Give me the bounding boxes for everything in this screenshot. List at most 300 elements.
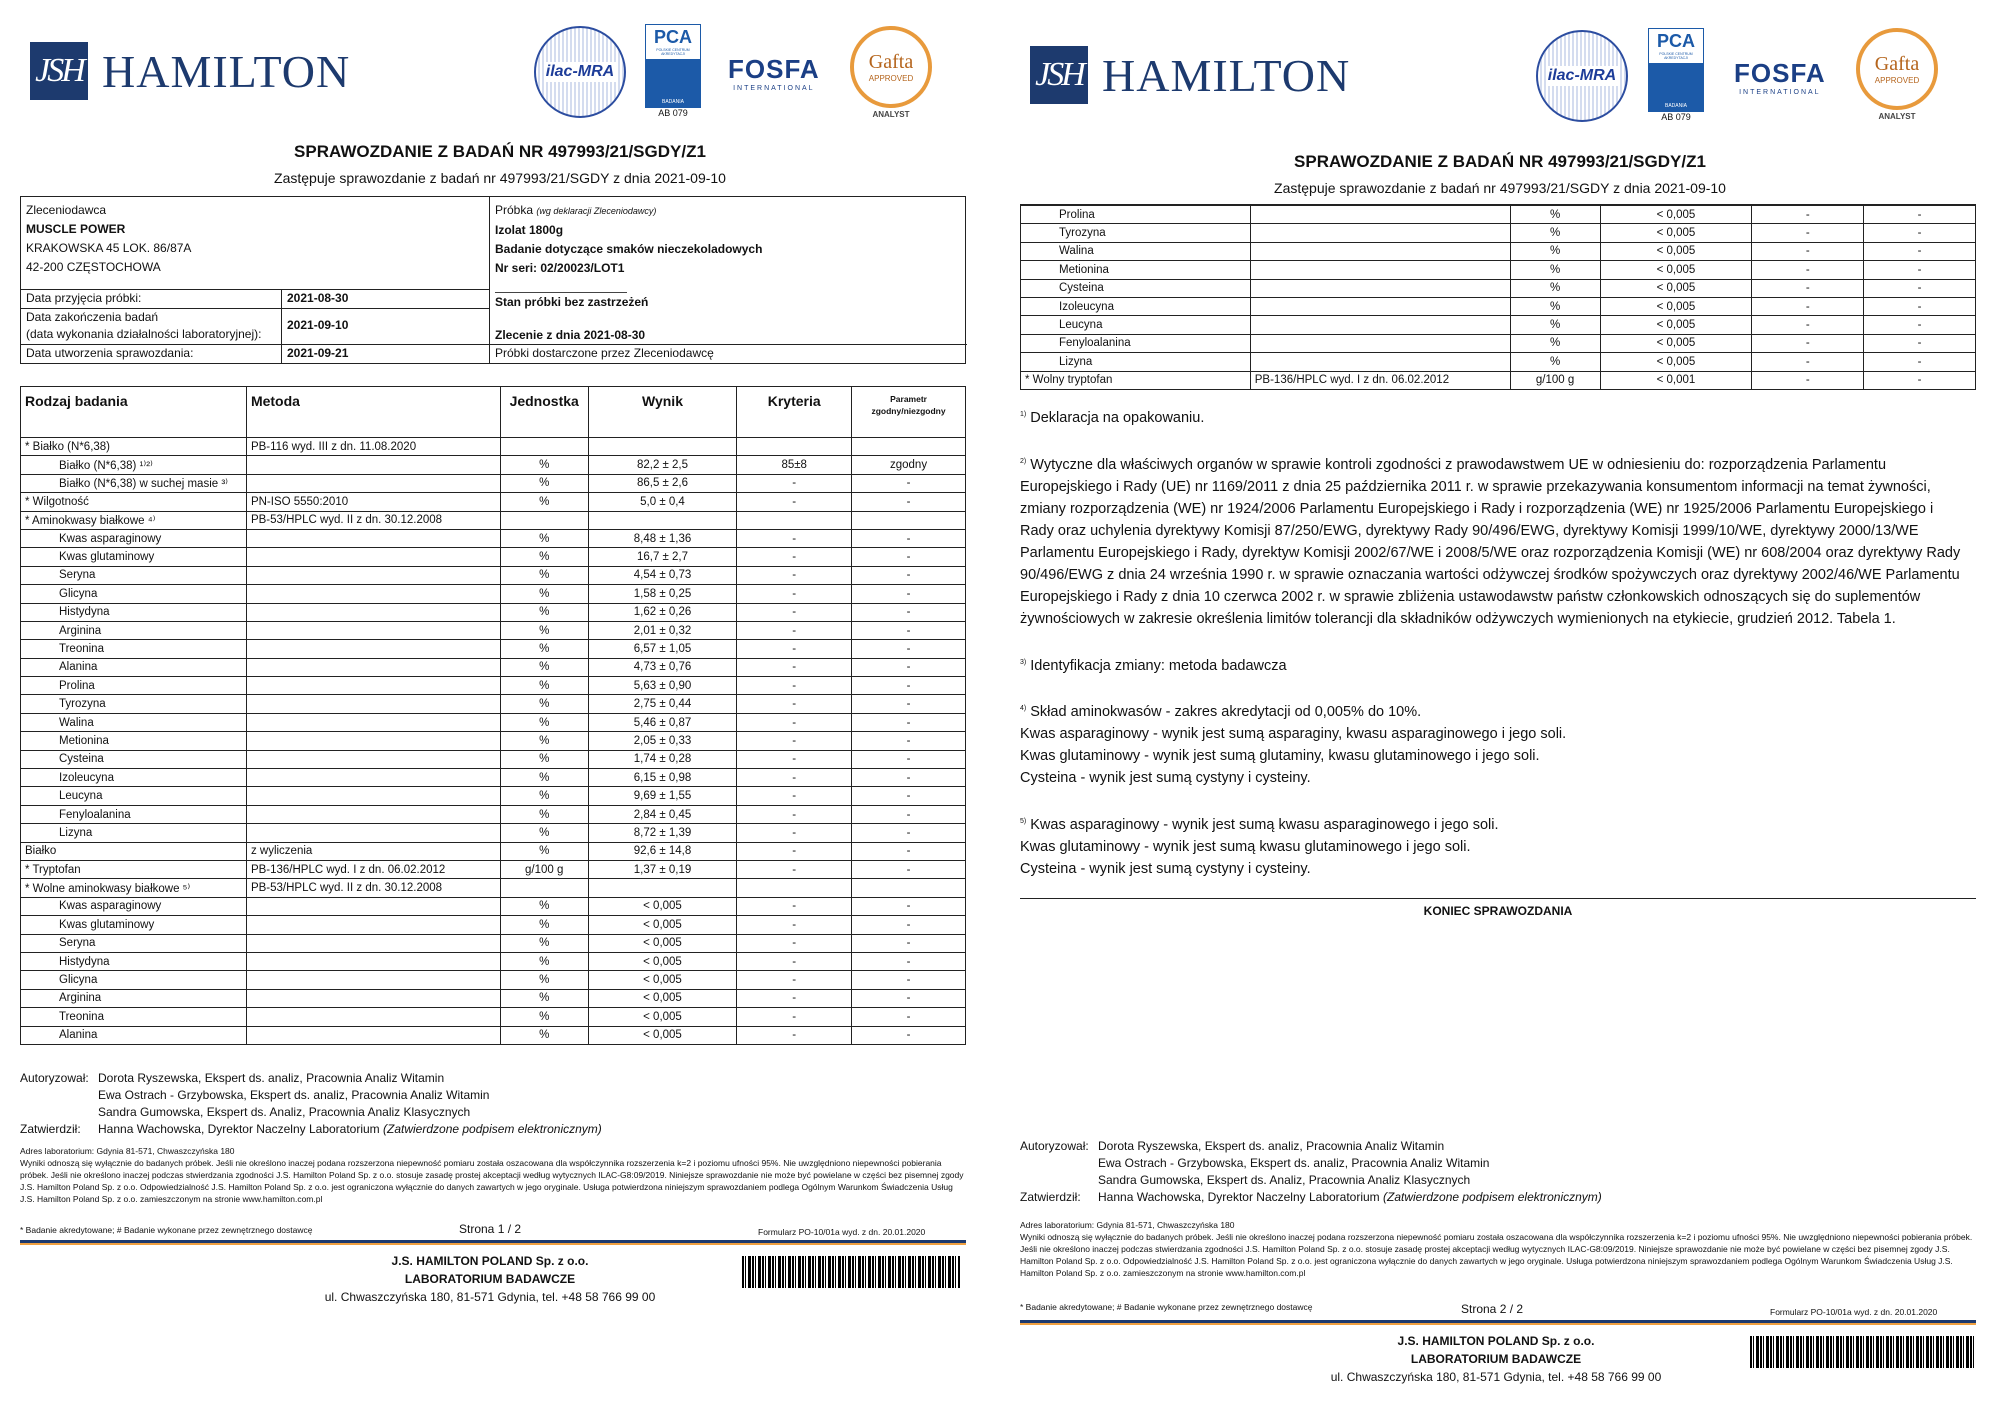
end-of-report: KONIEC SPRAWOZDANIA (1423, 904, 1573, 918)
method-cell (246, 640, 500, 658)
parameter-cell: - (1864, 261, 1976, 279)
parameter-cell: - (1864, 297, 1976, 315)
table-row (1021, 205, 1976, 224)
result-cell: < 0,005 (588, 952, 737, 970)
disclaimer (20, 1145, 966, 1205)
ilac-logo: ilac-MRA (534, 26, 626, 118)
authorizer-2: Ewa Ostrach - Grzybowska, Ekspert ds. analiz, Pracownia Analiz Witamin (98, 1088, 490, 1102)
test-name-cell: Treonina (21, 1008, 247, 1026)
test-name-cell: Metionina (1021, 261, 1251, 279)
table-row (21, 511, 966, 529)
table-row (21, 769, 966, 787)
criteria-cell: - (737, 860, 852, 878)
footnote-4: Skład aminokwasów - zakres akredytacji od 0,005% do 10%. (1030, 704, 1422, 721)
criteria-cell: - (737, 529, 852, 547)
criteria-cell: - (1752, 334, 1864, 352)
authorized-label: Autoryzował: (20, 1071, 89, 1085)
test-name-cell: Arginina (21, 621, 247, 639)
form-number: Formularz PO-10/01a wyd. z dn. 20.01.2020 (758, 1227, 926, 1237)
parameter-cell: zgodny (852, 456, 966, 474)
parameter-cell: - (852, 750, 966, 768)
test-name-cell: Cysteina (1021, 279, 1251, 297)
result-cell: 9,69 ± 1,55 (588, 787, 737, 805)
result-cell: < 0,005 (1600, 261, 1752, 279)
method-cell: PB-116 wyd. III z dn. 11.08.2020 (246, 438, 500, 456)
accreditation-number: AB 079 (658, 108, 688, 118)
client-address-2: 42-200 CZĘSTOCHOWA (26, 260, 161, 274)
col-header-criteria: Kryteria (737, 387, 852, 438)
criteria-cell: - (1752, 297, 1864, 315)
received-label: Data przyjęcia próbki: (26, 291, 142, 305)
sample-serial: Nr seri: 02/20023/LOT1 (495, 261, 625, 275)
table-row (21, 640, 966, 658)
parameter-cell: - (1864, 224, 1976, 242)
parameter-cell: - (852, 566, 966, 584)
report-title: SPRAWOZDANIE Z BADAŃ NR 497993/21/SGDY/Z1 (294, 142, 706, 161)
method-cell (246, 474, 500, 492)
form-number: Formularz PO-10/01a wyd. z dn. 20.01.2020 (1770, 1307, 1938, 1317)
parameter-cell: - (852, 805, 966, 823)
unit-cell: % (500, 621, 588, 639)
table-row (21, 677, 966, 695)
result-cell: < 0,005 (588, 989, 737, 1007)
parameter-cell: - (1864, 353, 1976, 371)
test-name-cell: Treonina (21, 640, 247, 658)
unit-cell: % (500, 824, 588, 842)
test-name-cell: Seryna (21, 566, 247, 584)
method-cell (246, 824, 500, 842)
table-row (21, 989, 966, 1007)
result-cell: 5,0 ± 0,4 (588, 493, 737, 511)
col-header-parameter: Parametr zgodny/niezgodny (852, 387, 966, 438)
test-name-cell: Prolina (1021, 205, 1251, 224)
table-row (1021, 279, 1976, 297)
gafta-logo: Gafta APPROVED ANALYST (850, 26, 932, 119)
method-cell (1250, 261, 1510, 279)
footer-company: J.S. HAMILTON POLAND Sp. z o.o. LABORATORIUM BADAWCZE ul. Chwaszczyńska 180, 81-571 Gdynia, tel. +48 58 766 99 00 (1330, 1334, 1662, 1384)
unit-cell: % (500, 603, 588, 621)
hamilton-logo (30, 42, 350, 100)
method-cell (246, 713, 500, 731)
method-cell (246, 732, 500, 750)
method-cell (246, 769, 500, 787)
method-cell: z wyliczenia (246, 842, 500, 860)
result-cell: 92,6 ± 14,8 (588, 842, 737, 860)
table-row (21, 750, 966, 768)
parameter-cell: - (852, 640, 966, 658)
unit-cell: % (1510, 279, 1600, 297)
parameter-cell: - (852, 732, 966, 750)
unit-cell: % (500, 677, 588, 695)
result-cell: 8,48 ± 1,36 (588, 529, 737, 547)
criteria-cell: - (737, 824, 852, 842)
table-row (21, 566, 966, 584)
table-row (21, 934, 966, 952)
criteria-cell: - (737, 603, 852, 621)
criteria-cell: - (737, 640, 852, 658)
test-name-cell: * Białko (N*6,38) (21, 438, 247, 456)
method-cell (246, 934, 500, 952)
test-name-cell: Fenyloalanina (21, 805, 247, 823)
criteria-cell: - (1752, 261, 1864, 279)
footnote-4-line-2: Kwas asparaginowy - wynik jest sumą asparaginy, kwasu asparaginowego i jego soli. (1020, 726, 1567, 743)
criteria-cell: - (737, 934, 852, 952)
test-name-cell: * Aminokwasy białkowe ⁴⁾ (21, 511, 247, 529)
result-cell: < 0,005 (588, 916, 737, 934)
unit-cell: % (500, 658, 588, 676)
table-row (21, 529, 966, 547)
criteria-cell: - (1752, 279, 1864, 297)
table-row (21, 824, 966, 842)
table-row (21, 897, 966, 915)
test-name-cell: Walina (1021, 242, 1251, 260)
method-cell (246, 1008, 500, 1026)
finished-label: Data zakończenia badań (26, 310, 159, 324)
criteria-cell: - (737, 695, 852, 713)
table-row (1021, 261, 1976, 279)
table-row (21, 456, 966, 474)
criteria-cell: - (737, 1026, 852, 1044)
page-number: Strona 1 / 2 (459, 1222, 522, 1236)
signatures (20, 1070, 602, 1138)
result-cell: 16,7 ± 2,7 (588, 548, 737, 566)
parameter-cell: - (852, 971, 966, 989)
criteria-cell: - (737, 658, 852, 676)
footnote-3: Identyfikacja zmiany: metoda badawcza (1030, 657, 1287, 674)
footer-bar (20, 1240, 966, 1245)
parameter-cell: - (852, 621, 966, 639)
result-cell: 1,74 ± 0,28 (588, 750, 737, 768)
table-row (21, 658, 966, 676)
hamilton-mark: JSH (1030, 46, 1088, 104)
test-name-cell: * Tryptofan (21, 860, 247, 878)
result-cell: 1,58 ± 0,25 (588, 585, 737, 603)
result-cell (588, 511, 737, 529)
signatures (1020, 1138, 1602, 1206)
criteria-cell: - (737, 713, 852, 731)
sample-name: Izolat 1800g (495, 223, 564, 237)
criteria-cell: 85±8 (737, 456, 852, 474)
parameter-cell: - (852, 585, 966, 603)
authorizer-1: Dorota Ryszewska, Ekspert ds. analiz, Pracownia Analiz Witamin (1098, 1139, 1445, 1153)
unit-cell: % (500, 456, 588, 474)
method-cell (246, 658, 500, 676)
parameter-cell (852, 511, 966, 529)
criteria-cell: - (737, 916, 852, 934)
method-cell (246, 750, 500, 768)
method-cell: PB-136/HPLC wyd. I z dn. 06.02.2012 (246, 860, 500, 878)
test-name-cell: Alanina (21, 658, 247, 676)
sample-label: Próbka (495, 203, 534, 217)
method-cell (246, 787, 500, 805)
test-name-cell: Cysteina (21, 750, 247, 768)
sample-state: Stan próbki bez zastrzeżeń (495, 295, 649, 309)
parameter-cell: - (1864, 205, 1976, 224)
table-row (1021, 224, 1976, 242)
parameter-cell: - (1864, 316, 1976, 334)
method-cell (1250, 316, 1510, 334)
report-replaces: Zastępuje sprawozdanie z badań nr 497993/21/SGDY z dnia 2021-09-10 (274, 170, 726, 186)
method-cell (246, 971, 500, 989)
result-cell: 1,37 ± 0,19 (588, 860, 737, 878)
parameter-cell (852, 879, 966, 897)
method-cell (246, 695, 500, 713)
method-cell (246, 585, 500, 603)
parameter-cell: - (852, 989, 966, 1007)
test-name-cell: Białko (21, 842, 247, 860)
unit-cell: % (1510, 316, 1600, 334)
criteria-cell: - (737, 805, 852, 823)
created-date: 2021-09-21 (287, 346, 349, 360)
method-cell: PB-136/HPLC wyd. I z dn. 06.02.2012 (1250, 371, 1510, 389)
page-number: Strona 2 / 2 (1461, 1302, 1524, 1316)
approver-note: (Zatwierdzone podpisem elektronicznym) (1383, 1190, 1602, 1204)
unit-cell: % (500, 585, 588, 603)
approved-label: Zatwierdził: (20, 1122, 81, 1136)
order-date: Zlecenie z dnia 2021-08-30 (495, 328, 646, 342)
results-table-continued (1020, 204, 1976, 390)
result-cell: < 0,005 (588, 1026, 737, 1044)
created-label: Data utworzenia sprawozdania: (26, 346, 194, 360)
accreditation-legend: * Badanie akredytowane; # Badanie wykonane przez zewnętrznego dostawcę (1020, 1302, 1313, 1312)
criteria-cell: - (737, 493, 852, 511)
received-date: 2021-08-30 (287, 291, 349, 305)
test-name-cell: Białko (N*6,38) ¹⁾²⁾ (21, 456, 247, 474)
lab-address: Adres laboratorium: Gdynia 81-571, Chwaszczyńska 180 (20, 1146, 235, 1156)
unit-cell: % (500, 713, 588, 731)
unit-cell (500, 438, 588, 456)
criteria-cell: - (1752, 371, 1864, 389)
hamilton-name: HAMILTON (102, 45, 351, 97)
client-label: Zleceniodawca (26, 203, 107, 217)
unit-cell: % (1510, 334, 1600, 352)
accreditation-legend: * Badanie akredytowane; # Badanie wykonane przez zewnętrznego dostawcę (20, 1225, 313, 1235)
accreditation-number: AB 079 (1661, 112, 1691, 122)
sample-delivered: Próbki dostarczone przez Zleceniodawcę (495, 346, 714, 360)
footnote-1: Deklaracja na opakowaniu. (1030, 409, 1205, 426)
unit-cell: % (500, 493, 588, 511)
unit-cell: % (1510, 297, 1600, 315)
table-row (1021, 353, 1976, 371)
test-name-cell: Leucyna (21, 787, 247, 805)
unit-cell: % (1510, 242, 1600, 260)
method-cell (246, 603, 500, 621)
criteria-cell: - (737, 971, 852, 989)
criteria-cell: - (737, 989, 852, 1007)
test-name-cell: Histydyna (21, 952, 247, 970)
parameter-cell: - (852, 787, 966, 805)
table-row (21, 971, 966, 989)
approved-label: Zatwierdził: (1020, 1190, 1081, 1204)
unit-cell: % (1510, 205, 1600, 224)
unit-cell: % (1510, 353, 1600, 371)
parameter-cell: - (852, 695, 966, 713)
authorizer-3: Sandra Gumowska, Ekspert ds. Analiz, Pracownia Analiz Klasycznych (98, 1105, 471, 1119)
unit-cell: g/100 g (500, 860, 588, 878)
method-cell (246, 548, 500, 566)
criteria-cell: - (1752, 316, 1864, 334)
criteria-cell: - (737, 952, 852, 970)
criteria-cell: - (737, 677, 852, 695)
table-row (21, 860, 966, 878)
result-cell: 5,46 ± 0,87 (588, 713, 737, 731)
method-cell (246, 989, 500, 1007)
report-replaces: Zastępuje sprawozdanie z badań nr 497993/21/SGDY z dnia 2021-09-10 (1274, 180, 1726, 196)
unit-cell: g/100 g (1510, 371, 1600, 389)
table-row (1021, 316, 1976, 334)
result-cell: < 0,005 (1600, 334, 1752, 352)
parameter-cell: - (852, 1026, 966, 1044)
unit-cell: % (500, 640, 588, 658)
method-cell (246, 529, 500, 547)
result-cell: < 0,005 (1600, 242, 1752, 260)
fosfa-logo: FOSFA INTERNATIONAL (728, 54, 820, 92)
result-cell: 4,73 ± 0,76 (588, 658, 737, 676)
table-row (21, 713, 966, 731)
hamilton-mark: JSH (30, 42, 88, 100)
method-cell (246, 916, 500, 934)
test-name-cell: Białko (N*6,38) w suchej masie ³⁾ (21, 474, 247, 492)
parameter-cell: - (852, 1008, 966, 1026)
hamilton-name: HAMILTON (1102, 49, 1351, 101)
unit-cell: % (500, 566, 588, 584)
method-cell (1250, 353, 1510, 371)
table-row (1021, 371, 1976, 389)
parameter-cell: - (852, 529, 966, 547)
table-row (21, 842, 966, 860)
parameter-cell: - (852, 952, 966, 970)
pca-logo: PCA POLSKIE CENTRUM AKREDYTACJI BADANIA AB 079 (1648, 28, 1704, 122)
method-cell (246, 677, 500, 695)
result-cell: 8,72 ± 1,39 (588, 824, 737, 842)
disclaimer-text: Wyniki odnoszą się wyłącznie do badanych próbek. Jeśli nie określono inaczej podana rozszerzona niepewność pomiaru została oszacowana dla współczynnika rozszerzenia k=2 i poziomu ufności 95%. Nie uwzględniono niepewności pobierania próbek. Jeśli nie określono inaczej podczas stwierdzania zgodności J.S. Hamilton Poland Sp. z o.o. stosuje zasadę prostej akceptacji według wytycznych ILAC-G8:09/2019. Niniejsze sprawozdanie nie może być powielane w części bez pisemnej zgody J.S. Hamilton Poland Sp. z o.o. Odpowiedzialność J.S. Hamilton Poland Sp. z o.o. jest ograniczona wyłącznie do danych zawartych w jego oryginale. Usługa potwierdzona niniejszym sprawozdaniem podlega Ogólnym Warunkom Świadczenia Usług J.S. Hamilton Poland Sp. z o.o. zamieszczonym na stronie www.hamilton.com.pl (1020, 1232, 1973, 1278)
authorized-label: Autoryzował: (1020, 1139, 1089, 1153)
result-cell: 2,01 ± 0,32 (588, 621, 737, 639)
result-cell: < 0,005 (1600, 297, 1752, 315)
criteria-cell: - (737, 750, 852, 768)
unit-cell (500, 879, 588, 897)
report-page-2 (1000, 0, 2000, 1425)
criteria-cell: - (737, 585, 852, 603)
test-name-cell: Arginina (21, 989, 247, 1007)
client-address-1: KRAKOWSKA 45 LOK. 86/87A (26, 241, 192, 255)
parameter-cell: - (852, 934, 966, 952)
test-name-cell: Leucyna (1021, 316, 1251, 334)
test-name-cell: Tyrozyna (1021, 224, 1251, 242)
col-header-unit: Jednostka (500, 387, 588, 438)
unit-cell: % (500, 529, 588, 547)
test-name-cell: Glicyna (21, 971, 247, 989)
criteria-cell: - (1752, 205, 1864, 224)
col-header-test: Rodzaj badania (21, 387, 247, 438)
criteria-cell: - (737, 787, 852, 805)
result-cell: 1,62 ± 0,26 (588, 603, 737, 621)
method-cell: PB-53/HPLC wyd. II z dn. 30.12.2008 (246, 879, 500, 897)
test-name-cell: Lizyna (21, 824, 247, 842)
method-cell (246, 1026, 500, 1044)
criteria-cell: - (737, 732, 852, 750)
result-cell: < 0,005 (1600, 224, 1752, 242)
table-row (21, 695, 966, 713)
result-cell: 2,84 ± 0,45 (588, 805, 737, 823)
test-name-cell: * Wilgotność (21, 493, 247, 511)
table-row (21, 1008, 966, 1026)
method-cell: PB-53/HPLC wyd. II z dn. 30.12.2008 (246, 511, 500, 529)
criteria-cell: - (737, 1008, 852, 1026)
test-name-cell: Histydyna (21, 603, 247, 621)
result-cell (588, 438, 737, 456)
finished-label-note: (data wykonania działalności laboratoryjnej): (26, 327, 262, 341)
parameter-cell: - (1864, 279, 1976, 297)
unit-cell: % (500, 695, 588, 713)
footer-company: J.S. HAMILTON POLAND Sp. z o.o. LABORATORIUM BADAWCZE ul. Chwaszczyńska 180, 81-571 Gdynia, tel. +48 58 766 99 00 (324, 1254, 656, 1304)
result-cell: 86,5 ± 2,6 (588, 474, 737, 492)
criteria-cell: - (737, 566, 852, 584)
unit-cell: % (1510, 224, 1600, 242)
result-cell: < 0,005 (1600, 353, 1752, 371)
test-name-cell: Glicyna (21, 585, 247, 603)
method-cell (1250, 205, 1510, 224)
barcode (1750, 1336, 1974, 1368)
result-cell: < 0,001 (1600, 371, 1752, 389)
criteria-cell: - (737, 474, 852, 492)
authorizer-3: Sandra Gumowska, Ekspert ds. Analiz, Pracownia Analiz Klasycznych (1098, 1173, 1471, 1187)
table-row (21, 879, 966, 897)
table-row (21, 548, 966, 566)
result-cell: < 0,005 (588, 1008, 737, 1026)
criteria-cell: - (737, 548, 852, 566)
report-header-box (20, 196, 966, 364)
footnotes: $^{1)}$ Deklaracja na opakowaniu. $^{2)}$ Wytyczne dla właściwych organów w sprawie kontroli zgodności z prawodawstwem UE w odniesieniu do: rozporządzenia Parlamentu Europejskiego i Rady (UE) nr 1169/2011 z dnia 25 października 2011 r. w sprawie przekazywania konsumentom informacji na temat żywności, zmiany rozporządzenia (WE) nr 1924/2006 Parlamentu Europejskiego i Rady i rozporządzenia (WE) nr 1925/2006 Parlamentu Europejskiego i Rady oraz uchylenia dyrektywy Komisji 87/250/EWG, dyrektywy Rady 90/496/EWG, dyrektywy Komisji 1999/10/WE, dyrektywy 2000/13/WE Parlamentu Europejskiego i Rady, dyrektyw Komisji 2002/67/WE i 2008/5/WE oraz rozporządzenia Komisji (WE) nr 608/2004 oraz dyrektywy Rady 90/496/EWG z dnia 24 września 1990 r. w sprawie oznaczania wartości odżywczej środków spożywczych oraz dyrektywy 2002/46/WE Parlamentu Europejskiego i Rady z dnia 10 czerwca 2002 r. w sprawie zbliżenia ustawodawstw państw członkowskich odnoszących się do suplementów żywnościowych w zakresie określenia limitów tolerancji dla składników odżywczych wymienionych na etykiecie, grudzień 2012. Tabela 1. $^{3)}$ Identyfikacja zmiany: metoda badawcza $^{4)}$ Skład aminokwasów - zakres akredytacji od 0,005% do 10%. Kwas asparaginowy - wynik jest sumą asparaginy, kwasu asparaginowego i jego soli. Kwas glutaminowy - wynik jest sumą glutaminy, kwasu glutaminowego i jego soli. Cysteina - wynik jest sumą cystyny i cysteiny. $^{5)}$ Kwas asparaginowy - wynik jest sumą kwasu asparaginowego i jego soli. Kwas glutaminowy - wynik jest sumą kwasu glutaminowego i jego soli. Cysteina - wynik jest sumą cystyny i cysteiny. (1020, 404, 1970, 880)
authorizer-2: Ewa Ostrach - Grzybowska, Ekspert ds. analiz, Pracownia Analiz Witamin (1098, 1156, 1490, 1170)
unit-cell: % (500, 1008, 588, 1026)
parameter-cell: - (1864, 334, 1976, 352)
table-row (21, 787, 966, 805)
result-cell: < 0,005 (588, 897, 737, 915)
test-name-cell: Kwas asparaginowy (21, 897, 247, 915)
parameter-cell: - (852, 713, 966, 731)
hamilton-logo (1030, 46, 1350, 104)
method-cell (246, 566, 500, 584)
table-row (1021, 334, 1976, 352)
test-name-cell: Izoleucyna (21, 769, 247, 787)
unit-cell: % (500, 916, 588, 934)
unit-cell: % (500, 787, 588, 805)
unit-cell (500, 511, 588, 529)
table-row (21, 916, 966, 934)
result-cell: < 0,005 (588, 971, 737, 989)
parameter-cell: - (852, 658, 966, 676)
parameter-cell: - (852, 916, 966, 934)
result-cell: < 0,005 (1600, 205, 1752, 224)
result-cell: 6,57 ± 1,05 (588, 640, 737, 658)
test-name-cell: Tyrozyna (21, 695, 247, 713)
parameter-cell (852, 438, 966, 456)
table-row (21, 585, 966, 603)
report-title: SPRAWOZDANIE Z BADAŃ NR 497993/21/SGDY/Z1 (1294, 152, 1706, 171)
criteria-cell: - (1752, 353, 1864, 371)
approver: Hanna Wachowska, Dyrektor Naczelny Laboratorium (98, 1122, 380, 1136)
method-cell (246, 897, 500, 915)
criteria-cell: - (737, 897, 852, 915)
parameter-cell: - (852, 548, 966, 566)
parameter-cell: - (852, 677, 966, 695)
parameter-cell: - (1864, 242, 1976, 260)
unit-cell: % (500, 474, 588, 492)
unit-cell: % (500, 548, 588, 566)
client-name: MUSCLE POWER (26, 222, 126, 236)
result-cell: 82,2 ± 2,5 (588, 456, 737, 474)
